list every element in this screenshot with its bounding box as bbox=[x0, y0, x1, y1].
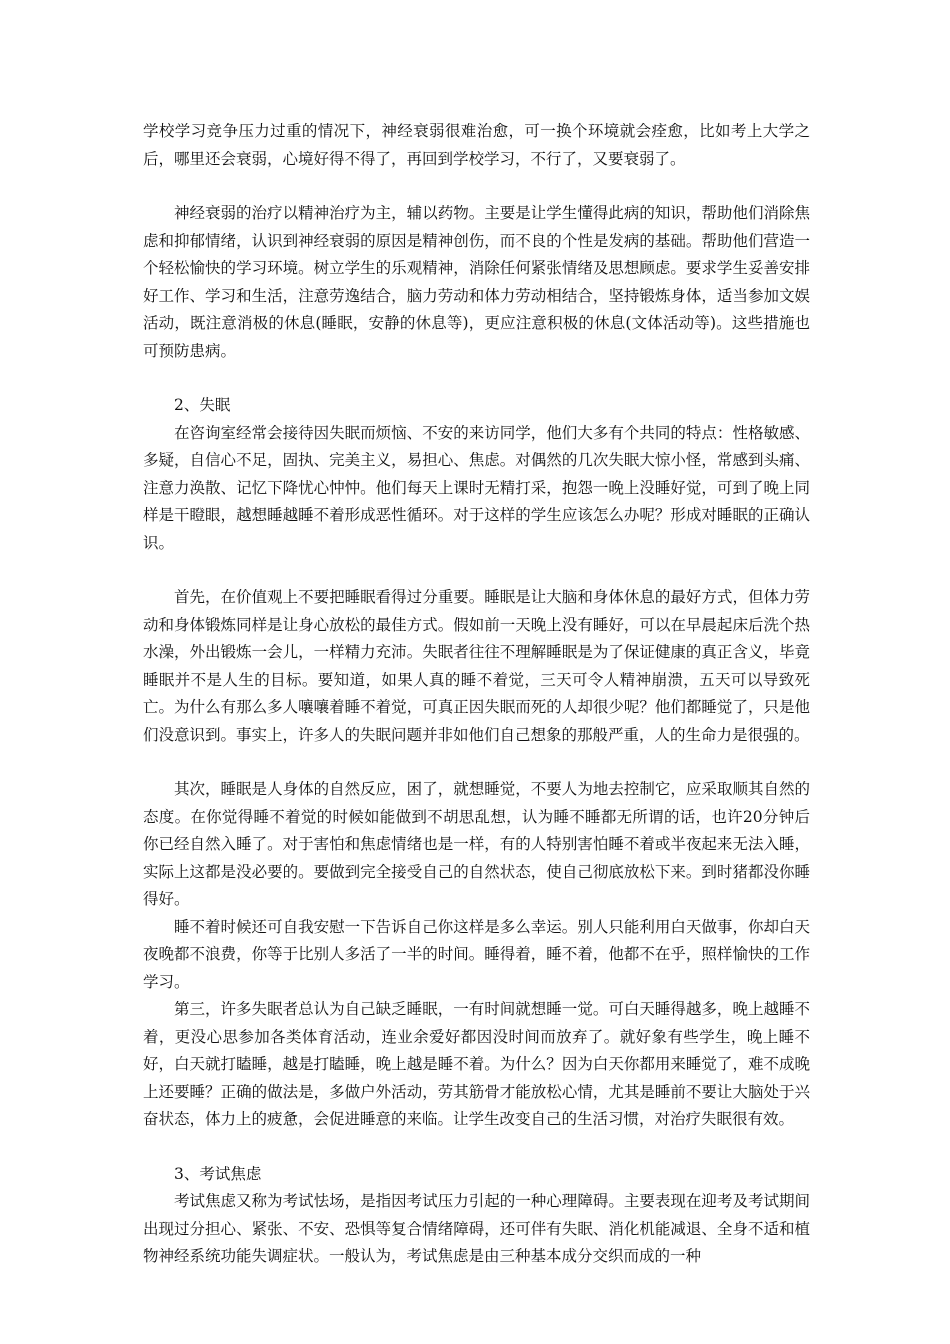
paragraph-spacer bbox=[143, 1134, 810, 1161]
paragraph-spacer bbox=[143, 749, 810, 776]
paragraph-spacer bbox=[143, 365, 810, 392]
paragraph-spacer bbox=[143, 173, 810, 200]
paragraph-spacer bbox=[143, 557, 810, 584]
document-page bbox=[143, 118, 810, 1271]
paragraph-continuation: 学校学习竞争压力过重的情况下，神经衰弱很难治愈，可一换个环境就会痊愈，比如考上大学之后，哪里还会衰弱，心境好得不得了，再回到学校学习，不行了，又要衰弱了。 bbox=[143, 122, 810, 168]
paragraph-insomnia-comfort: 睡不着时候还可自我安慰一下告诉自己你这样是多么幸运。别人只能利用白天做事，你却白天夜晚都不浪费，你等于比别人多活了一半的时间。睡得着，睡不着，他都不在乎，照样愉快的工作学习。 bbox=[143, 917, 810, 991]
paragraph-exam-anxiety: 考试焦虑又称为考试怯场，是指因考试压力引起的一种心理障碍。主要表现在迎考及考试期间出现过分担心、紧张、不安、恐惧等复合情绪障碍，还可伴有失眠、消化机能减退、全身不适和植物神经系统功能失调症状。一般认为，考试焦虑是由三种基本成分交织而成的一种 bbox=[143, 1192, 810, 1265]
section-heading-insomnia: 2、失眠 bbox=[174, 396, 231, 414]
paragraph-insomnia-third: 第三，许多失眠者总认为自己缺乏睡眠，一有时间就想睡一觉。可白天睡得越多，晚上越睡不着，更没心思参加各类体育活动，连业余爱好都因没时间而放弃了。就好象有些学生，晚上睡不好，白天就打瞌睡，越是打瞌睡，晚上越是睡不着。为什么？因为白天你都用来睡觉了，难不成晚上还要睡？正确的做法是，多做户外活动，劳其筋骨才能放松心情，尤其是睡前不要让大脑处于兴奋状态，体力上的疲惫，会促进睡意的来临。让学生改变自己的生活习惯，对治疗失眠很有效。 bbox=[143, 1000, 810, 1128]
section-heading-exam-anxiety: 3、考试焦虑 bbox=[174, 1164, 262, 1183]
paragraph-insomnia-second: 其次，睡眠是人身体的自然反应，困了，就想睡觉，不要人为地去控制它，应采取顺其自然的态度。在你觉得睡不着觉的时候如能做到不胡思乱想，认为睡不睡都无所谓的话，也许20分钟后你已经自然入睡了。对于害怕和焦虑情绪也是一样，有的人特别害怕睡不着或半夜起来无法入睡，实际上这都是没必要的。要做到完全接受自己的自然状态，使自己彻底放松下来。到时猪都没你睡得好。 bbox=[143, 780, 810, 908]
paragraph-neurasthenia-treatment: 神经衰弱的治疗以精神治疗为主，辅以药物。主要是让学生懂得此病的知识，帮助他们消除焦虑和抑郁情绪，认识到神经衰弱的原因是精神创伤，而不良的个性是发病的基础。帮助他们营造一个轻松愉快的学习环境。树立学生的乐观精神，消除任何紧张情绪及思想顾虑。要求学生妥善安排好工作、学习和生活，注意劳逸结合，脑力劳动和体力劳动相结合，坚持锻炼身体，适当参加文娱活动，既注意消极的休息(睡眠，安静的休息等)，更应注意积极的休息(文体活动等)。这些措施也可预防患病。 bbox=[143, 204, 810, 360]
paragraph-insomnia-intro: 在咨询室经常会接待因失眠而烦恼、不安的来访同学，他们大多有个共同的特点：性格敏感、多疑，自信心不足，固执、完美主义，易担心、焦虑。对偶然的几次失眠大惊小怪，常感到头痛、注意力涣散、记忆下降忧心忡忡。他们每天上课时无精打采，抱怨一晚上没睡好觉，可到了晚上同样是干瞪眼，越想睡越睡不着形成恶性循环。对于这样的学生应该怎么办呢？形成对睡眠的正确认识。 bbox=[143, 423, 810, 552]
paragraph-insomnia-first: 首先，在价值观上不要把睡眠看得过分重要。睡眠是让大脑和身体休息的最好方式，但体力劳动和身体锻炼同样是让身心放松的最佳方式。假如前一天晚上没有睡好，可以在早晨起床后洗个热水澡，外出锻炼一会儿，一样精力充沛。失眠者往往不理解睡眠是为了保证健康的真正含义，毕竟睡眠并不是人生的目标。要知道，如果人真的睡不着觉，三天可令人精神崩溃，五天可以导致死亡。为什么有那么多人嚷嚷着睡不着觉，可真正因失眠而死的人却很少呢？他们都睡觉了，只是他们没意识到。事实上，许多人的失眠问题并非如他们自己想象的那般严重，人的生命力是很强的。 bbox=[143, 588, 810, 744]
